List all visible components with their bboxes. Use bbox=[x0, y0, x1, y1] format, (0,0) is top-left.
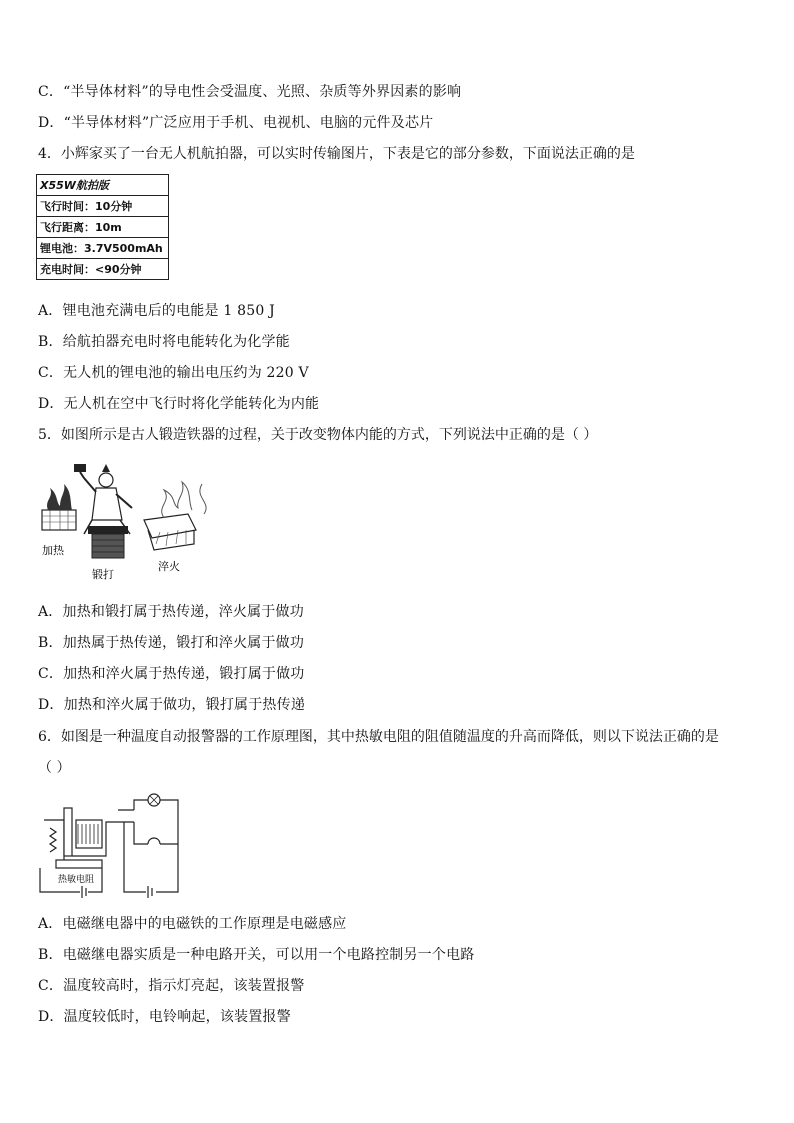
alarm-circuit-figure bbox=[36, 788, 186, 898]
drone-params-table bbox=[36, 174, 169, 280]
params-row-distance: 飞行距离：10m bbox=[37, 217, 169, 238]
figure-label-thermistor: 热敏电阻 bbox=[58, 875, 95, 885]
q4-stem: 4．小辉家买了一台无人机航拍器，可以实时传输图片，下表是它的部分参数，下面说法正确的是 bbox=[38, 146, 635, 162]
q5-option-a: A．加热和锻打属于热传递，淬火属于做功 bbox=[38, 604, 304, 620]
armature-icon bbox=[64, 808, 72, 856]
furnace-icon bbox=[42, 484, 76, 530]
q6-option-b: B．电磁继电器实质是一种电路开关，可以用一个电路控制另一个电路 bbox=[38, 947, 475, 963]
battery-icon-1 bbox=[82, 886, 86, 898]
relay-contacts bbox=[118, 810, 134, 822]
quench-tub-icon bbox=[144, 482, 206, 550]
figure-label-forge: 锻打 bbox=[92, 568, 114, 581]
q6-option-a: A．电磁继电器中的电磁铁的工作原理是电磁感应 bbox=[38, 916, 347, 932]
figure-label-heat: 加热 bbox=[42, 544, 64, 557]
q4-option-a: A．锂电池充满电后的电能是 1 850 J bbox=[38, 303, 275, 319]
q6-stem: 6．如图是一种温度自动报警器的工作原理图，其中热敏电阻的阻值随温度的升高而降低，则以下说法正确的是 bbox=[38, 729, 719, 745]
bell-icon bbox=[148, 838, 160, 844]
q5-option-c: C．加热和淬火属于热传递，锻打属于做功 bbox=[38, 666, 305, 682]
q6-option-c: C．温度较高时，指示灯亮起，该装置报警 bbox=[38, 978, 305, 994]
q3-option-c: C．“半导体材料”的导电性会受温度、光照、杂质等外界因素的影响 bbox=[38, 84, 462, 100]
spring-icon bbox=[50, 828, 56, 852]
q3-option-d: D．“半导体材料”广泛应用于手机、电视机、电脑的元件及芯片 bbox=[38, 115, 434, 131]
thermistor-resistor bbox=[56, 860, 102, 868]
params-row-model: X55W航拍版 bbox=[37, 175, 169, 196]
q5-stem: 5．如图所示是古人锻造铁器的过程，关于改变物体内能的方式，下列说法中正确的是（ ） bbox=[38, 427, 598, 443]
q4-option-b: B．给航拍器充电时将电能转化为化学能 bbox=[38, 334, 290, 350]
forging-figure bbox=[36, 458, 226, 584]
q6-option-d: D．温度较低时，电铃响起，该装置报警 bbox=[38, 1009, 291, 1025]
battery-icon-2 bbox=[148, 886, 152, 898]
anvil-icon bbox=[88, 526, 128, 558]
q4-option-c: C．无人机的锂电池的输出电压约为 220 V bbox=[38, 365, 309, 381]
q5-option-b: B．加热属于热传递，锻打和淬火属于做功 bbox=[38, 635, 305, 651]
blacksmith-icon bbox=[74, 464, 132, 534]
figure-label-quench: 淬火 bbox=[158, 560, 180, 573]
params-row-charge-time: 充电时间：<90分钟 bbox=[37, 259, 169, 280]
params-row-battery: 锂电池：3.7V500mAh bbox=[37, 238, 169, 259]
params-row-flight-time: 飞行时间：10分钟 bbox=[37, 196, 169, 217]
q4-option-d: D．无人机在空中飞行时将化学能转化为内能 bbox=[38, 396, 320, 412]
q6-answer-paren: （ ） bbox=[38, 760, 71, 776]
q5-option-d: D．加热和淬火属于做功，锻打属于热传递 bbox=[38, 697, 306, 713]
